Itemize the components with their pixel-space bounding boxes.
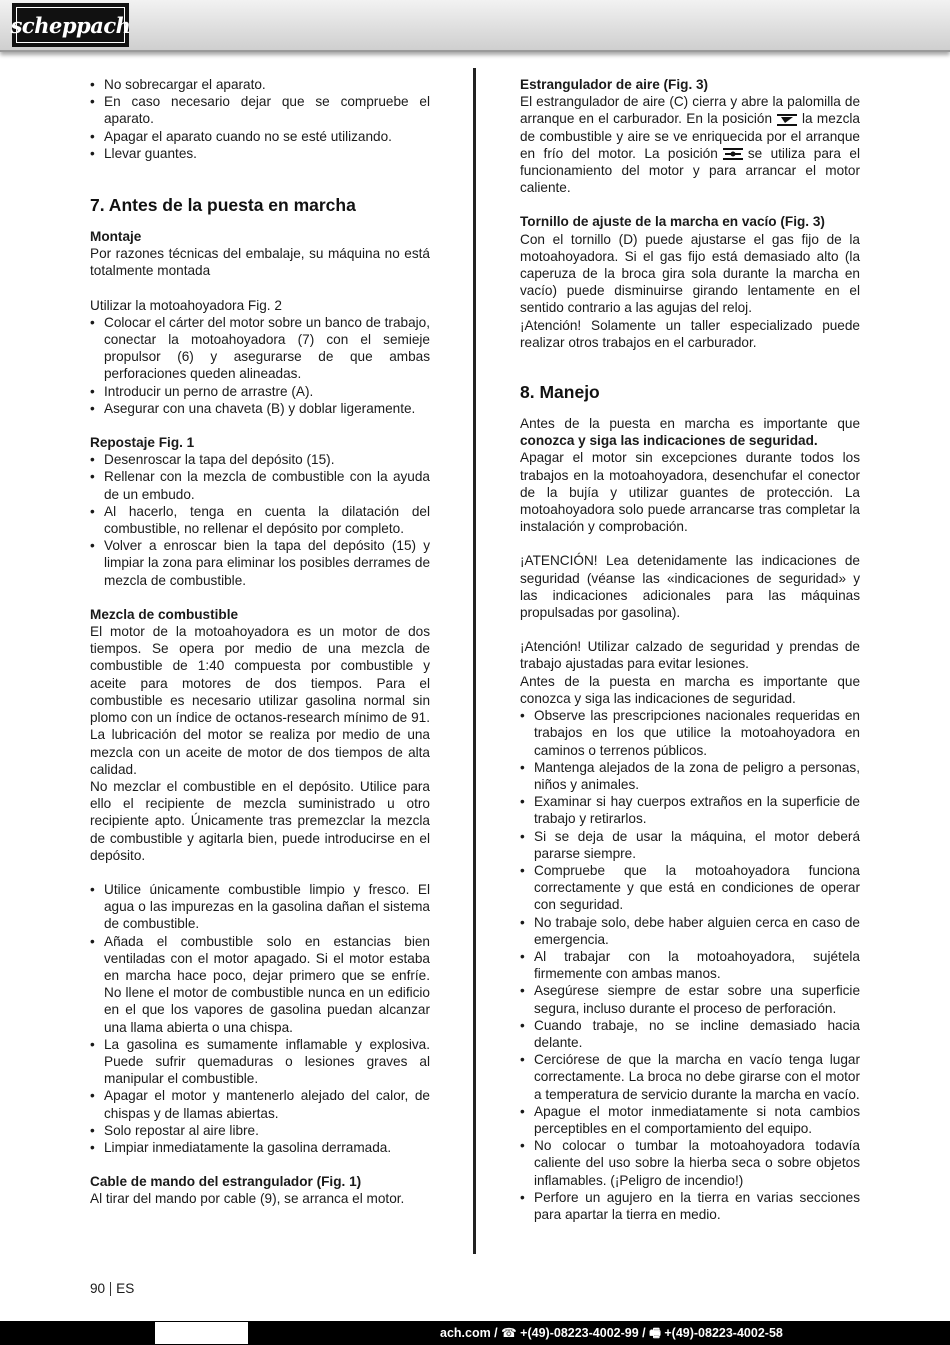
list-item: • Desenroscar la tapa del depósito (15). [90,451,430,468]
list-item: • Solo repostar al aire libre. [90,1122,430,1139]
manejo-bullet-list [520,707,860,1223]
list-item: • Asegúrese siempre de estar sobre una superficie segura, incluso durante el proceso de perforación. [520,982,860,1016]
list-item: • Asegurar con una chaveta (B) y doblar ligeramente. [90,400,430,417]
scheppach-logo [12,3,129,47]
utilizar-text: Utilizar la motoahoyadora Fig. 2 [90,297,282,313]
choke-closed-icon [776,113,798,127]
list-item: • Apague el motor inmediatamente si nota cambios perceptibles en el comportamiento del equipo. [520,1103,860,1137]
list-item: • No sobrecargar el aparato. [90,76,430,93]
mezcla-text-1: El motor de la motoahoyadora es un motor de dos tiempos. Se opera por medio de una mezcla de combustible de 1:40 compuesta por combustible y aceite para motores de dos tiempos. Para el combustible es necesario utilizar gasolina normal sin plomo con un índice de octanos-research mínimo de 91. La lubricación del motor se realiza por medio de una mezcla con un aceite de motor de dos tiempos de alta calidad. [90,624,430,777]
footer-contact: ach.com / ☎ +(49)-08223-4002-99 / 🖷 +(49)-08223-4002-58 [440,1326,783,1340]
repostaje-heading: Repostaje Fig. 1 [90,435,195,451]
manejo-text-4: Antes de la puesta en marcha es importante que conozca y siga las indicaciones de seguridad. [520,673,860,706]
list-item: • Apagar el motor y mantenerlo alejado del calor, de chispas y de llamas abiertas. [90,1087,430,1121]
list-item: • Añada el combustible solo en estancias bien ventiladas con el motor apagado. Si el motor estaba en marcha hace poco, dejar primero que se enfríe. No llene el motor de combustible nunca en un edificio en el que los vapores de gasolina puedan alcanzar una llama abierta o una chispa. [90,933,430,1036]
mezcla-heading: Mezcla de combustible [90,606,239,622]
mezcla-text-2: No mezclar el combustible en el depósito. Utilice para ello el recipiente de mezcla suministrado u otro recipiente apto. Únicamente tras premezclar la mezcla de combustible y agitarla bien, puede introducirse en el depósito. [90,778,430,863]
left-column [90,76,430,1208]
tornillo-warning: ¡Atención! Solamente un taller especializado puede realizar otros trabajos en el carburador. [520,317,860,350]
manejo-text-2: ¡ATENCIÓN! Lea detenidamente las indicaciones de seguridad (véanse las «indicaciones de seguridad» y las indicaciones adicionales para las máquinas propulsadas por gasolina). [520,553,860,621]
list-item: • Mantenga alejados de la zona de peligro a personas, niños y animales. [520,759,860,793]
montaje-heading: Montaje [90,229,142,245]
manejo-intro: Antes de la puesta en marcha es importante que conozca y siga las indicaciones de seguridad. [520,416,860,449]
list-item: • Utilice únicamente combustible limpio y fresco. El agua o las impurezas en la gasolina dañan el sistema de combustible. [90,881,430,933]
header-bar [0,0,950,52]
list-item: • Al hacerlo, tenga en cuenta la dilatación del combustible, no rellenar el depósito por completo. [90,503,430,537]
page-number [90,1281,134,1296]
list-item: • Colocar el cárter del motor sobre un banco de trabajo, conectar la motoahoyadora (7) con el semieje propulsor (6) y asegurarse de que ambas perforaciones queden alineadas. [90,314,430,383]
cable-heading: Cable de mando del estrangulador (Fig. 1) [90,1174,362,1190]
repostaje-bullet-list [90,451,430,589]
list-item: • Cuando trabaje, no se incline demasiado hacia delante. [520,1017,860,1051]
mezcla-bullet-list [90,881,430,1156]
montaje-bullet-list [90,314,430,417]
logo-text: scheppach [16,7,125,43]
list-item: • Llevar guantes. [90,145,430,162]
list-item: • Rellenar con la mezcla de combustible con la ayuda de un embudo. [90,468,430,502]
footer-white-block [155,1322,248,1344]
list-item: • Examinar si hay cuerpos extraños en la superficie de trabajo y retirarlos. [520,793,860,827]
column-divider [473,68,476,1254]
tornillo-heading: Tornillo de ajuste de la marcha en vacío (Fig. 3) [520,214,825,230]
list-item: • Si se deja de usar la máquina, el motor deberá pararse siempre. [520,828,860,862]
language-code: ES [116,1281,135,1296]
intro-bullet-list [90,76,430,162]
section-8-heading: 8. Manejo [520,382,600,403]
list-item: • Volver a enroscar bien la tapa del depósito (15) y limpiar la zona para eliminar los posibles derrames de mezcla de combustible. [90,537,430,589]
list-item: • Introducir un perno de arrastre (A). [90,383,430,400]
cable-text: Al tirar del mando por cable (9), se arranca el motor. [90,1191,405,1207]
list-item: • Apagar el aparato cuando no se esté utilizando. [90,128,430,145]
estrangulador-heading: Estrangulador de aire (Fig. 3) [520,77,709,92]
right-column [520,76,860,1223]
list-item: • No colocar o tumbar la motoahoyadora todavía caliente del uso sobre la hierba seca o sobre objetos inflamables. (¡Peligro de incendio!) [520,1137,860,1189]
tornillo-text: Con el tornillo (D) puede ajustarse el gas fijo de la motoahoyadora. Si el gas fijo está demasiado alto (la caperuza de la broca gira sola durante la marcha en vacío) puede disminuirse girando lentamente en el sentido contrario a las agujas del reloj. [520,231,860,316]
list-item: • La gasolina es sumamente inflamable y explosiva. Puede sufrir quemaduras o lesiones graves al manipular el combustible. [90,1036,430,1088]
page-number-value: 90 [90,1281,106,1296]
list-item: • No trabaje solo, debe haber alguien cerca en caso de emergencia. [520,914,860,948]
list-item: • Compruebe que la motoahoyadora funciona correctamente y que está en condiciones de operar con seguridad. [520,862,860,914]
list-item: • Perfore un agujero en la tierra en varias secciones para apartar la tierra en medio. [520,1189,860,1223]
choke-open-icon [722,147,744,161]
manejo-text-1: Apagar el motor sin excepciones durante todos los trabajos en la motoahoyadora, desenchufar el conector de la bujía y utilizar guantes de protección. La motoahoyadora solo puede arrancarse tras completar la instalación y comprobación. [520,450,860,535]
list-item: • Observe las prescripciones nacionales requeridas en trabajos en los que utilice la motoahoyadora en caminos o terrenos públicos. [520,707,860,759]
list-item: • Al trabajar con la motoahoyadora, sujétela firmemente con ambas manos. [520,948,860,982]
estrangulador-text: El estrangulador de aire (C) cierra y abre la palomilla de arranque en el carburador. En la posición la mezcla de combustible y aire se ve enriquecida por el arranque en frío del motor. La posición se utiliza para el funcionamiento del motor y para arrancar el motor caliente. [520,94,860,196]
page-separator [110,1282,111,1296]
section-7-heading: 7. Antes de la puesta en marcha [90,195,356,216]
montaje-text: Por razones técnicas del embalaje, su máquina no está totalmente montada [90,246,430,279]
list-item: • Limpiar inmediatamente la gasolina derramada. [90,1139,430,1156]
list-item: • En caso necesario dejar que se compruebe el aparato. [90,93,430,127]
list-item: • Cerciórese de que la marcha en vacío tenga lugar correctamente. La broca no debe girarse con el motor a temperatura de servicio durante la marcha en vacío. [520,1051,860,1103]
manejo-text-3: ¡Atención! Utilizar calzado de seguridad y prendas de trabajo ajustadas para evitar lesiones. [520,639,860,672]
